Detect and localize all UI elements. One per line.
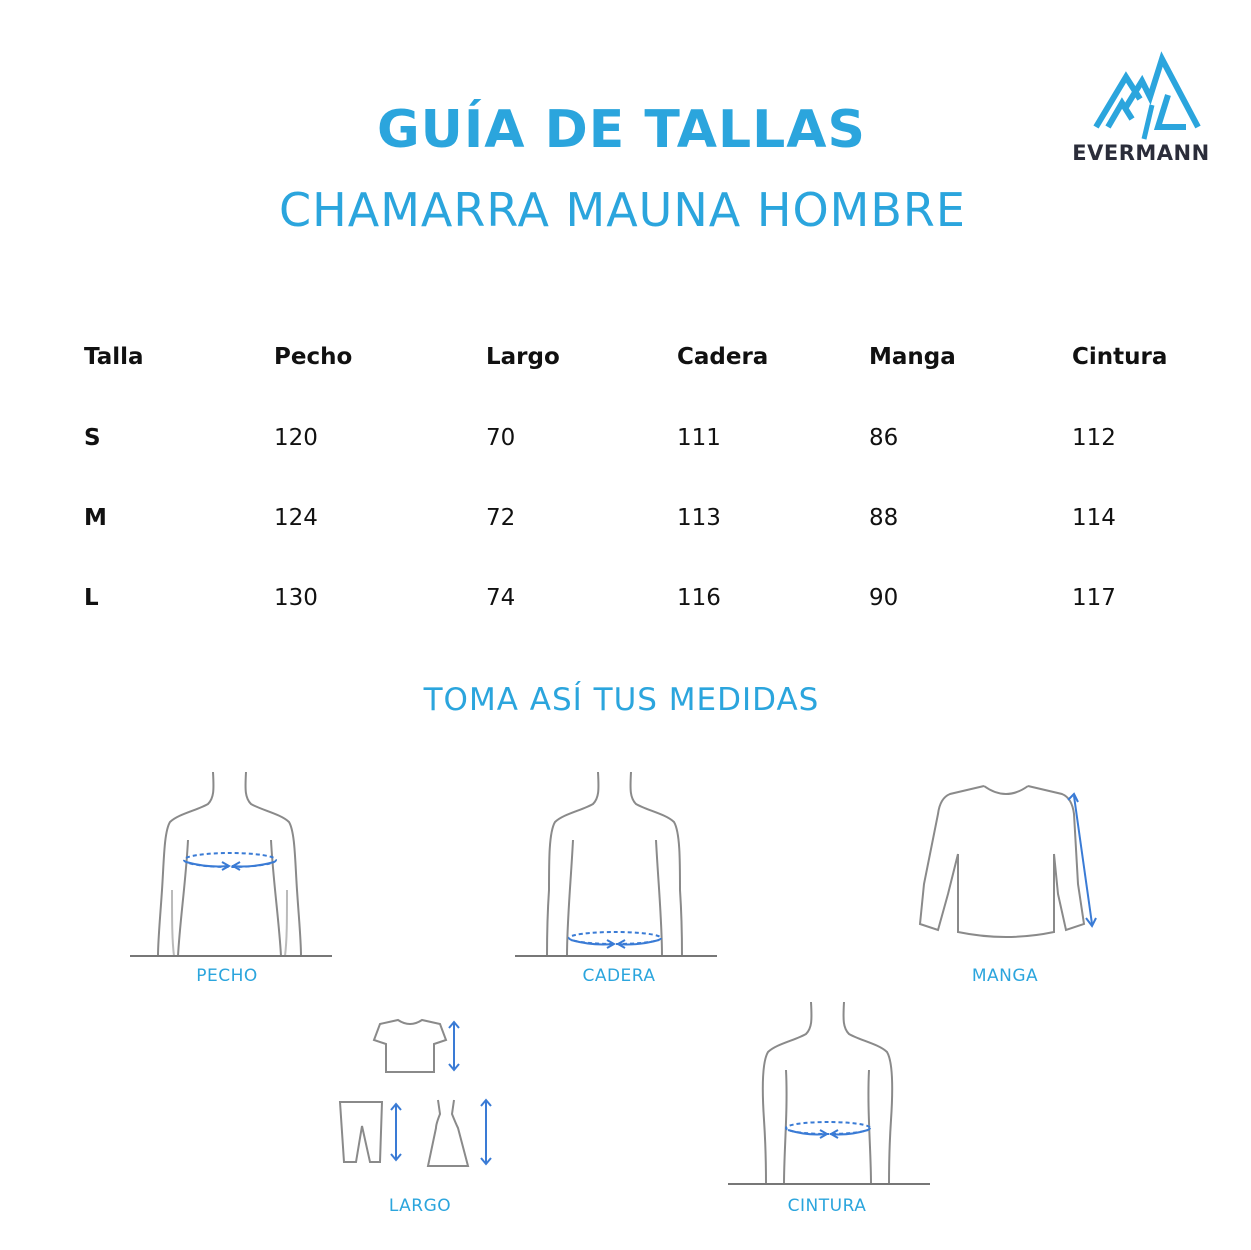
length-figures xyxy=(336,1016,496,1178)
figure-caption-cadera: CADERA xyxy=(582,966,656,986)
page-title: GUÍA DE TALLAS xyxy=(376,100,867,160)
table-cell: 111 xyxy=(677,425,721,451)
page-subtitle: CHAMARRA MAUNA HOMBRE xyxy=(279,183,966,237)
evermann-logo-icon xyxy=(1068,55,1214,145)
table-cell: 130 xyxy=(274,585,318,611)
table-cell: L xyxy=(84,585,99,611)
table-cell: 124 xyxy=(274,505,318,531)
table-header: Manga xyxy=(869,344,956,370)
table-cell: 112 xyxy=(1072,425,1116,451)
table-cell: 90 xyxy=(869,585,899,611)
chest-figure xyxy=(128,770,334,964)
table-header: Talla xyxy=(84,344,144,370)
section-title: TOMA ASÍ TUS MEDIDAS xyxy=(423,682,820,718)
sleeve-shirt-icon xyxy=(918,784,1108,944)
sleeve-figure xyxy=(918,784,1108,948)
figure-caption-largo: LARGO xyxy=(388,1196,452,1216)
table-cell: S xyxy=(84,425,101,451)
table-cell: 86 xyxy=(869,425,899,451)
figure-caption-cintura: CINTURA xyxy=(787,1196,867,1216)
table-cell: 114 xyxy=(1072,505,1116,531)
hip-figure-icon xyxy=(513,770,719,960)
table-cell: M xyxy=(84,505,107,531)
table-cell: 117 xyxy=(1072,585,1116,611)
brand-logo xyxy=(1068,55,1214,167)
hip-figure xyxy=(513,770,719,964)
brand-name: EVERMANN xyxy=(1072,141,1210,165)
chest-figure-icon xyxy=(128,770,334,960)
table-cell: 120 xyxy=(274,425,318,451)
waist-figure-icon xyxy=(726,1000,932,1186)
table-header: Pecho xyxy=(274,344,353,370)
table-cell: 88 xyxy=(869,505,899,531)
table-header: Cadera xyxy=(677,344,769,370)
tshirt-icon xyxy=(374,1020,459,1072)
table-cell: 72 xyxy=(486,505,516,531)
figure-caption-manga: MANGA xyxy=(971,966,1039,986)
table-cell: 113 xyxy=(677,505,721,531)
table-cell: 74 xyxy=(486,585,516,611)
figure-caption-pecho: PECHO xyxy=(196,966,258,986)
table-header: Cintura xyxy=(1072,344,1168,370)
table-cell: 70 xyxy=(486,425,516,451)
pants-icon xyxy=(340,1102,401,1162)
dress-icon xyxy=(428,1100,491,1166)
waist-figure xyxy=(726,1000,932,1190)
table-header: Largo xyxy=(486,344,560,370)
table-cell: 116 xyxy=(677,585,721,611)
